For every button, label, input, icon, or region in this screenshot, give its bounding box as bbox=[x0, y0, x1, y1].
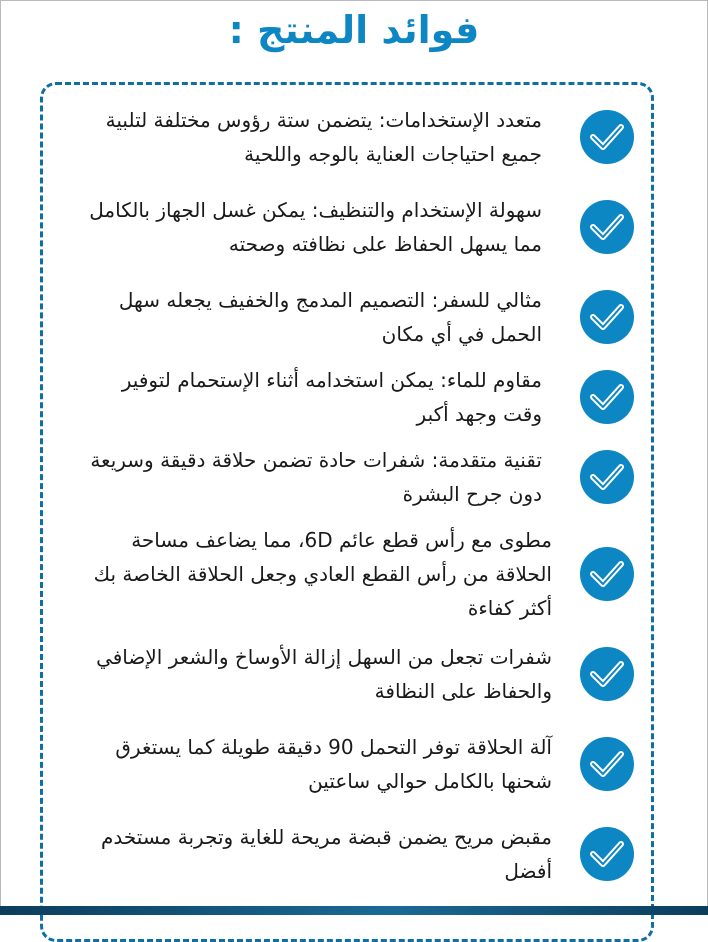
benefit-text: تقنية متقدمة: شفرات حادة تضمن حلاقة دقيقة وسريعة دون جرح البشرة bbox=[90, 448, 542, 506]
benefit-text: مقبض مريح يضمن قبضة مريحة للغاية وتجربة مستخدم أفضل bbox=[101, 825, 552, 883]
benefit-item bbox=[60, 193, 634, 261]
benefit-item bbox=[60, 103, 634, 171]
benefit-text: مثالي للسفر: التصميم المدمج والخفيف يجعله سهل الحمل في أي مكان bbox=[118, 288, 542, 346]
check-icon bbox=[580, 827, 634, 881]
benefit-item bbox=[60, 523, 634, 625]
check-icon bbox=[580, 737, 634, 791]
benefit-text: آلة الحلاقة توفر التحمل 90 دقيقة طويلة كما يستغرق شحنها بالكامل حوالي ساعتين bbox=[115, 735, 552, 793]
benefit-text: سهولة الإستخدام والتنظيف: يمكن غسل الجهاز بالكامل مما يسهل الحفاظ على نظافته وصحته bbox=[89, 198, 542, 256]
check-icon bbox=[580, 370, 634, 424]
benefit-item bbox=[60, 820, 634, 888]
benefit-item bbox=[60, 443, 634, 511]
benefit-text: مطوى مع رأس قطع عائم 6D، مما يضاعف مساحة الحلاقة من رأس القطع العادي وجعل الحلاقة الخاصة بك أكثر كفاءة bbox=[93, 528, 552, 620]
benefit-item bbox=[60, 363, 634, 431]
benefit-text: مقاوم للماء: يمكن استخدامه أثناء الإستحمام لتوفير وقت وجهد أكبر bbox=[121, 368, 542, 426]
benefit-item bbox=[60, 640, 634, 708]
benefit-text: شفرات تجعل من السهل إزالة الأوساخ والشعر الإضافي والحفاظ على النظافة bbox=[96, 645, 552, 703]
check-icon bbox=[580, 647, 634, 701]
benefit-item bbox=[60, 730, 634, 798]
check-icon bbox=[580, 547, 634, 601]
check-icon bbox=[580, 200, 634, 254]
benefit-text: متعدد الإستخدامات: يتضمن ستة رؤوس مختلفة لتلبية جميع احتياجات العناية بالوجه واللحية bbox=[105, 108, 542, 166]
benefit-item bbox=[60, 283, 634, 351]
check-icon bbox=[580, 290, 634, 344]
page-title: فوائد المنتج : bbox=[228, 8, 480, 52]
check-icon bbox=[580, 110, 634, 164]
bottom-bar bbox=[0, 906, 708, 915]
check-icon bbox=[580, 450, 634, 504]
